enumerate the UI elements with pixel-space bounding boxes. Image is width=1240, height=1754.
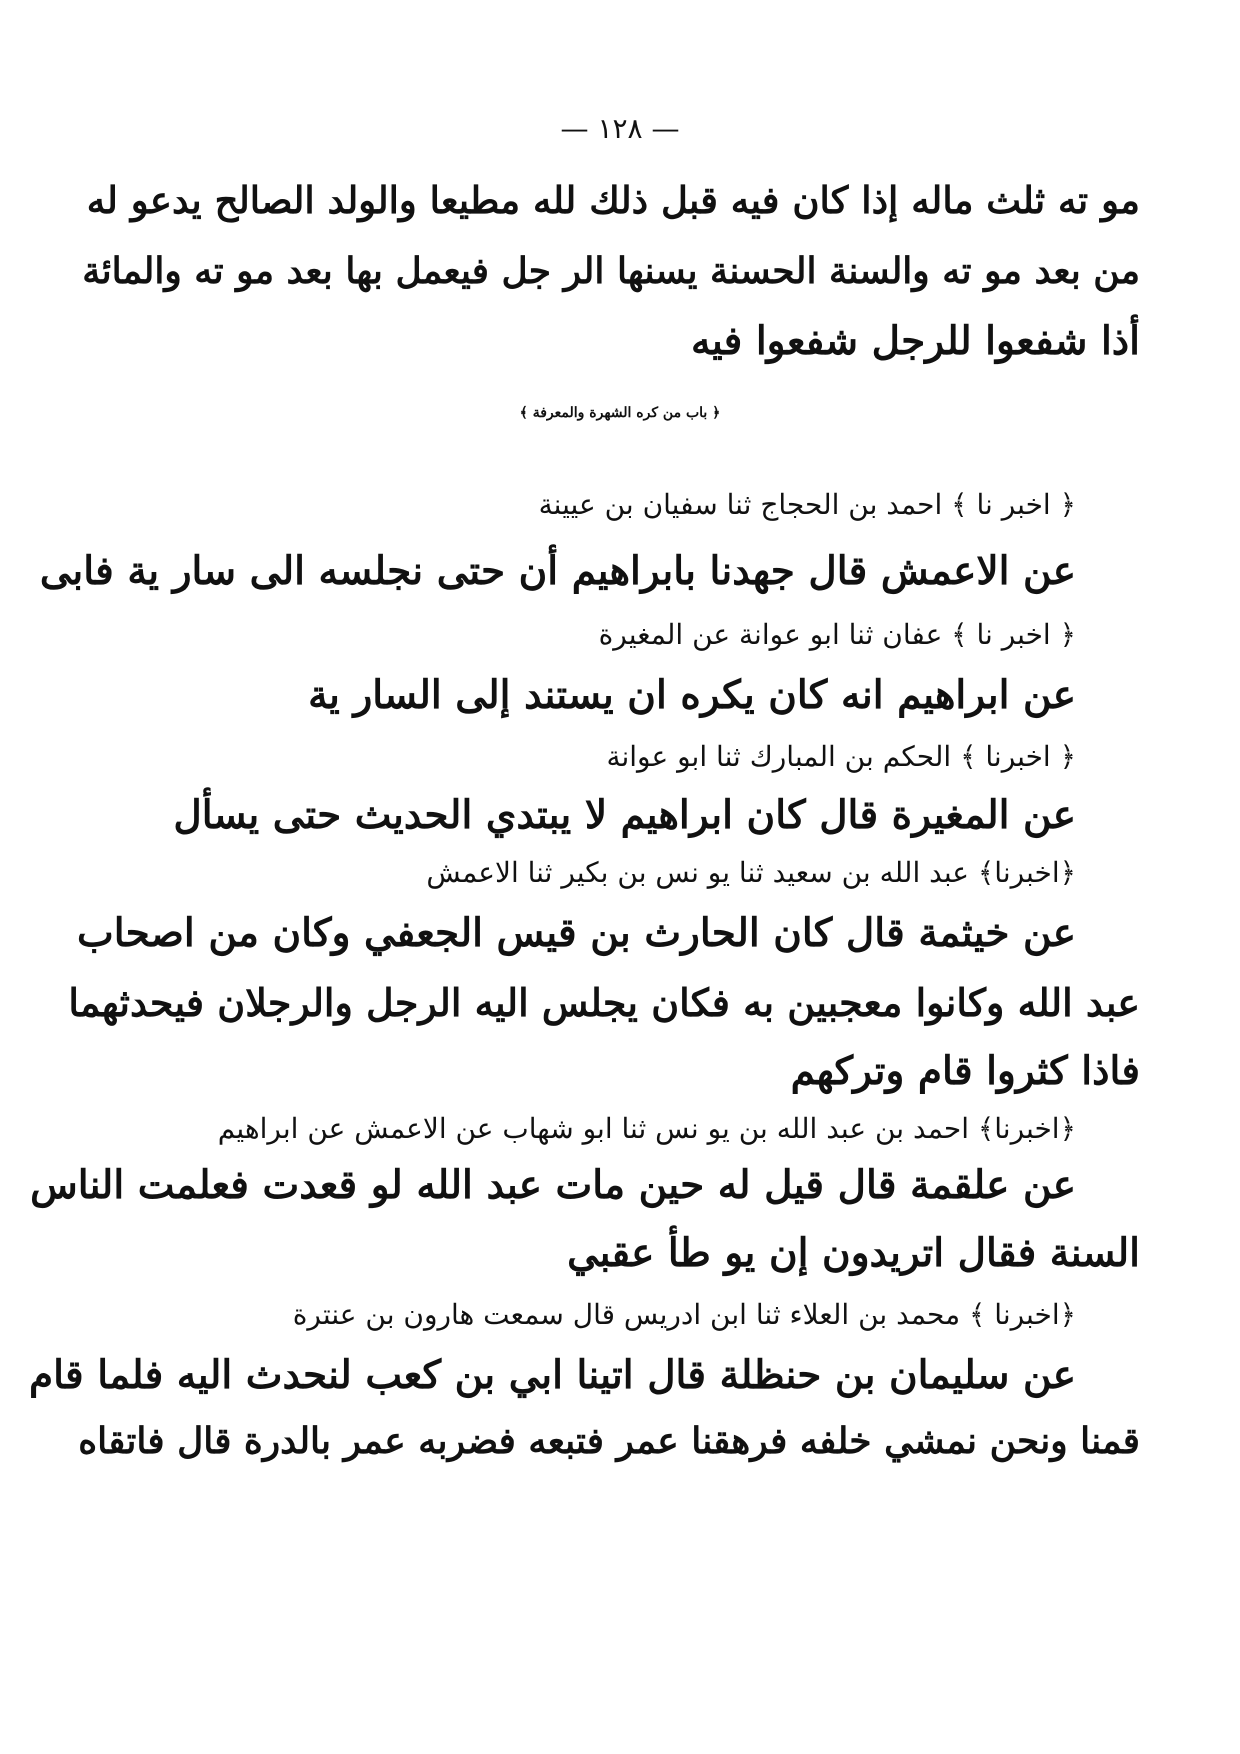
matn-line-1: عن الاعمش قال جهدنا بابراهيم أن حتى نجلسه الى سار ية فابى [39,548,1076,594]
text-line-1: مو ته ثلث ماله إذا كان فيه قبل ذلك لله مطيعا والولد الصالح يدعو له [86,178,1140,222]
isnad-line-5: ﴿اخبرنا﴾ احمد بن عبد الله بن يو نس ثنا ابو شهاب عن الاعمش عن ابراهيم [217,1112,1076,1145]
page-number: — ١٢٨ — [560,112,680,145]
text-line-2: من بعد مو ته والسنة الحسنة يسنها الر جل فيعمل بها بعد مو ته والمائة [82,250,1140,292]
matn-line-5b: السنة فقال اتريدون إن يو طأ عقبي [567,1230,1140,1276]
isnad-line-1: ﴿ اخبر نا ﴾ احمد بن الحجاج ثنا سفيان بن عيينة [538,488,1076,521]
matn-line-6b: قمنا ونحن نمشي خلفه فرهقنا عمر فتبعه فضربه عمر بالدرة قال فاتقاه [78,1420,1140,1462]
matn-line-3: عن المغيرة قال كان ابراهيم لا يبتدي الحديث حتى يسأل [173,792,1076,838]
matn-line-5a: عن علقمة قال قيل له حين مات عبد الله لو قعدت فعلمت الناس [30,1162,1076,1208]
section-heading: ﴿ باب من كره الشهرة والمعرفة ﴾ [519,405,721,421]
isnad-line-2: ﴿ اخبر نا ﴾ عفان ثنا ابو عوانة عن المغيرة [598,618,1076,651]
matn-line-4b: عبد الله وكانوا معجبين به فكان يجلس اليه الرجل والرجلان فيحدثهما [68,980,1140,1025]
matn-line-4a: عن خيثمة قال كان الحارث بن قيس الجعفي وكان من اصحاب [77,910,1076,956]
matn-line-2: عن ابراهيم انه كان يكره ان يستند إلى السار ية [308,672,1076,718]
text-line-3: أذا شفعوا للرجل شفعوا فيه [690,318,1140,364]
matn-line-6a: عن سليمان بن حنظلة قال اتينا ابي بن كعب لنحدث اليه فلما قام [28,1352,1076,1398]
isnad-line-3: ﴿ اخبرنا ﴾ الحكم بن المبارك ثنا ابو عوانة [606,740,1076,773]
matn-line-4c: فاذا كثروا قام وتركهم [790,1048,1140,1094]
isnad-line-6: ﴿اخبرنا ﴾ محمد بن العلاء ثنا ابن ادريس قال سمعت هارون بن عنترة [292,1298,1076,1331]
isnad-line-4: ﴿اخبرنا﴾ عبد الله بن سعيد ثنا يو نس بن بكير ثنا الاعمش [426,856,1076,889]
